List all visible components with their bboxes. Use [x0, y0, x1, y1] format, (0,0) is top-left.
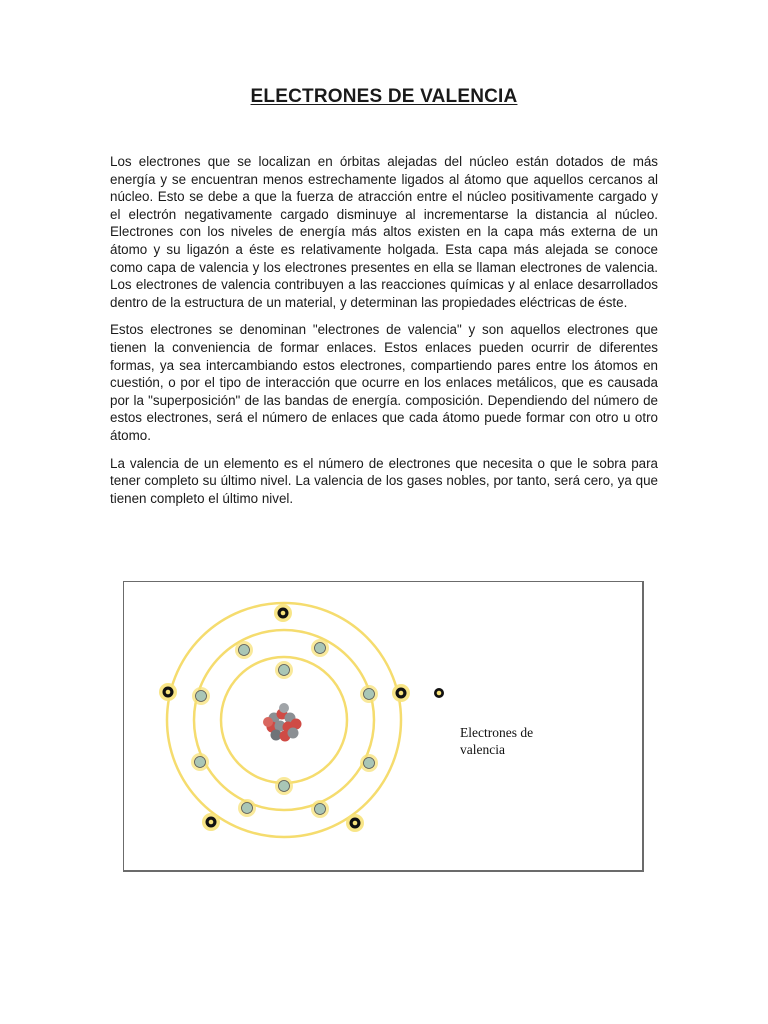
electron [235, 641, 253, 659]
valence-electron [274, 604, 292, 622]
proton [263, 717, 273, 727]
electron [192, 687, 210, 705]
valence-electron [346, 814, 364, 832]
legend-valence-electron [434, 688, 444, 698]
atom-diagram [123, 581, 644, 872]
valence-electron [202, 813, 220, 831]
electron [360, 685, 378, 703]
electron [311, 639, 329, 657]
document-title: ELECTRONES DE VALENCIA [250, 86, 518, 107]
electron [360, 754, 378, 772]
valence-electron [159, 683, 177, 701]
document-body [110, 153, 658, 517]
orbits [167, 603, 401, 837]
paragraph-2: Estos electrones se denominan "electrones de valencia" y son aquellos electrones que tienen la conveniencia de formar enlaces. Estos enlaces pueden ocurrir de diferentes formas, ya sea intercambiando estos electrones, compartiendo pares entre los átomos en cuestión, o por el tipo de interacción que ocurre en los enlaces metálicos, que es causada por la "superposición" de las bandas de energía. composición. Dependiendo del número de estos electrones, será el número de enlaces que cada átomo puede formar con otro u otro átomo. [110, 322, 658, 443]
electron [275, 661, 293, 679]
electron [275, 777, 293, 795]
nucleus [263, 703, 302, 742]
neutron [279, 703, 289, 713]
electron [238, 799, 256, 817]
orbit-3 [167, 603, 401, 837]
valence-electron [392, 684, 410, 702]
legend-label: Electrones de valencia [460, 725, 534, 757]
paragraph-1: Los electrones que se localizan en órbitas alejadas del núcleo están dotados de más energía y se encuentran menos estrechamente ligados al átomo que aquellos cercanos al núcleo. Esto se debe a que la fuerza de atracción entre el núcleo positivamente cargado y el electrón negativamente cargado disminuye al incrementarse la distancia al núcleo. Electrones con los niveles de energía más altos existen en la capa más externa de un átomo y su ligazón a éste es relativamente holgada. Esta capa más alejada se conoce como capa de valencia y los electrones presentes en ella se llaman electrones de valencia. Los electrones de valencia contribuyen a las reacciones químicas y al enlace desarrollados dentro de la estructura de un material, y determinan las propiedades eléctricas de éste. [110, 154, 658, 310]
neutron [288, 728, 299, 739]
paragraph-3: La valencia de un elemento es el número de electrones que necesita o que le sobra para tener completo su último nivel. La valencia de los gases nobles, por tanto, será cero, ya que tienen completo el último nivel. [110, 455, 658, 506]
electron [311, 800, 329, 818]
electron [191, 753, 209, 771]
